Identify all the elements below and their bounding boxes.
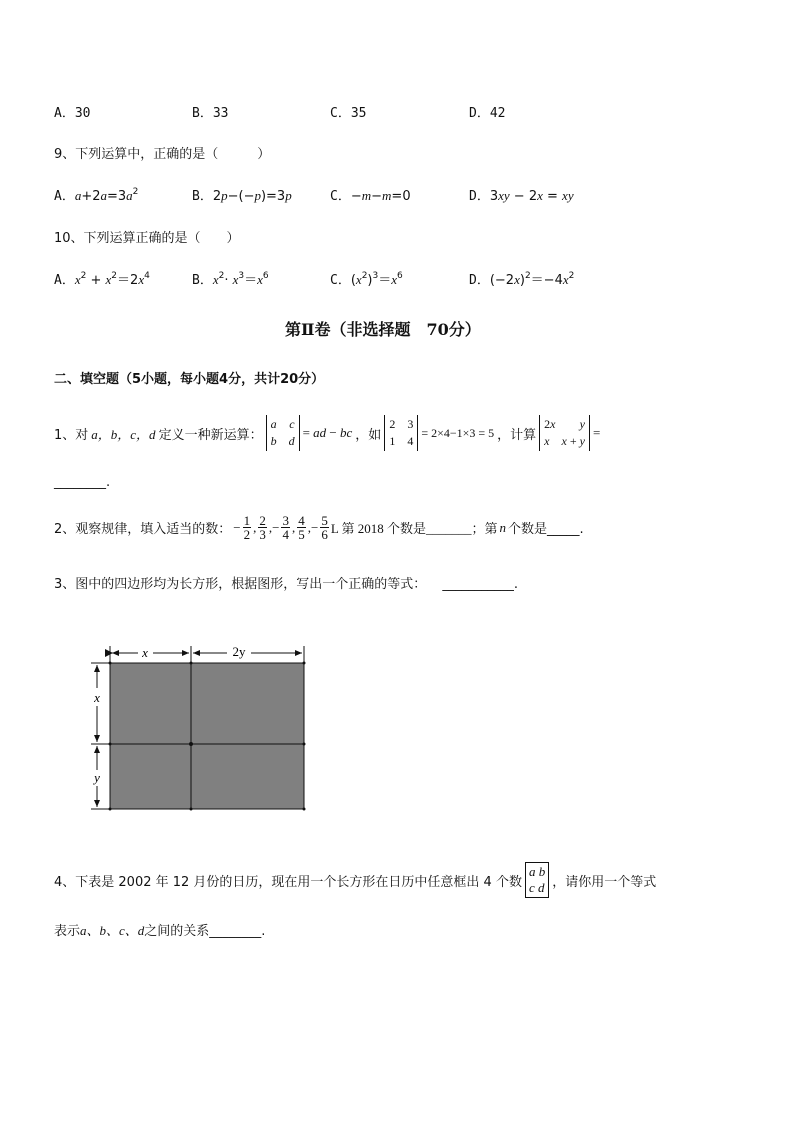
fill-question-3: 3、图中的四边形均为长方形，根据图形，写出一个正确的等式： ___________. (54, 577, 519, 592)
calendar-box: a b c d (525, 862, 549, 898)
fill-question-4-line-2: 表示a、b、c、d之间的关系________. (54, 923, 266, 939)
q8-option-c: C．35 (330, 106, 367, 121)
q8-option-d: D．42 (469, 106, 506, 121)
q10-option-b: B．$x^2\cdot x^3=x^6$ (192, 271, 269, 288)
fill-question-2: 2、观察规律，填入适当的数： − $\frac{1}{2}$ , $\frac{2}{3}$ ,− $\frac{3}{4}$ , $\frac{4}{5}$ ,− $\frac{5}{6}$ L 第 2018 个数是_______；第 n 个数是_____. (54, 513, 584, 542)
q9-option-b: B．2p−(−p)=3p (192, 188, 292, 204)
determinant-example: 2 3 1 4 (384, 415, 418, 451)
determinant-definition: a c b d (266, 415, 300, 451)
q10-option-a: A．$x^2 + x^2=2x^4$ (54, 271, 150, 288)
q9-stem: 9、下列运算中，正确的是（ ） (54, 147, 271, 162)
q10-option-c: C．$(x^2)^3=x^6$ (330, 271, 403, 288)
fill-question-4: 4、下表是 2002 年 12 月份的日历，现在用一个长方形在日历中任意框出 4 个数 a b c d ，请你用一个等式 (54, 862, 656, 898)
left-top-label: x (94, 690, 100, 705)
fill-1-blank: ________. (54, 475, 111, 490)
q9-option-c: C．−m−m=0 (330, 188, 411, 204)
q10-stem: 10、下列运算正确的是（ ） (54, 231, 240, 246)
top-right-label: 2y (232, 644, 246, 659)
top-left-label: x (142, 645, 148, 660)
fill-question-1: 1、对 a，b，c，d 定义一种新运算： a c b d = ad − bc ，如 2 3 1 4 = 2×4−1×3 = 5 ，计算 2x y x x + y = (54, 415, 600, 451)
q8-option-b: B．33 (192, 106, 229, 121)
determinant-compute: 2x y x x + y (539, 415, 590, 451)
q9-option-a: A．$a+2a=3a^2$ (54, 187, 139, 204)
q10-option-d: D．$(-2x)^2=-4x^2$ (469, 271, 575, 288)
rectangle-figure (85, 640, 315, 820)
q9-option-d: D．3xy − 2x = xy (469, 188, 574, 204)
left-bottom-label: y (94, 770, 100, 785)
outer-rectangle (110, 663, 304, 809)
section-2-title: 第Ⅱ卷（非选择题 70分） (285, 320, 481, 339)
q8-option-a: A．30 (54, 106, 91, 121)
fill-in-section-title: 二、填空题（5小题，每小题4分，共计20分） (54, 372, 325, 387)
